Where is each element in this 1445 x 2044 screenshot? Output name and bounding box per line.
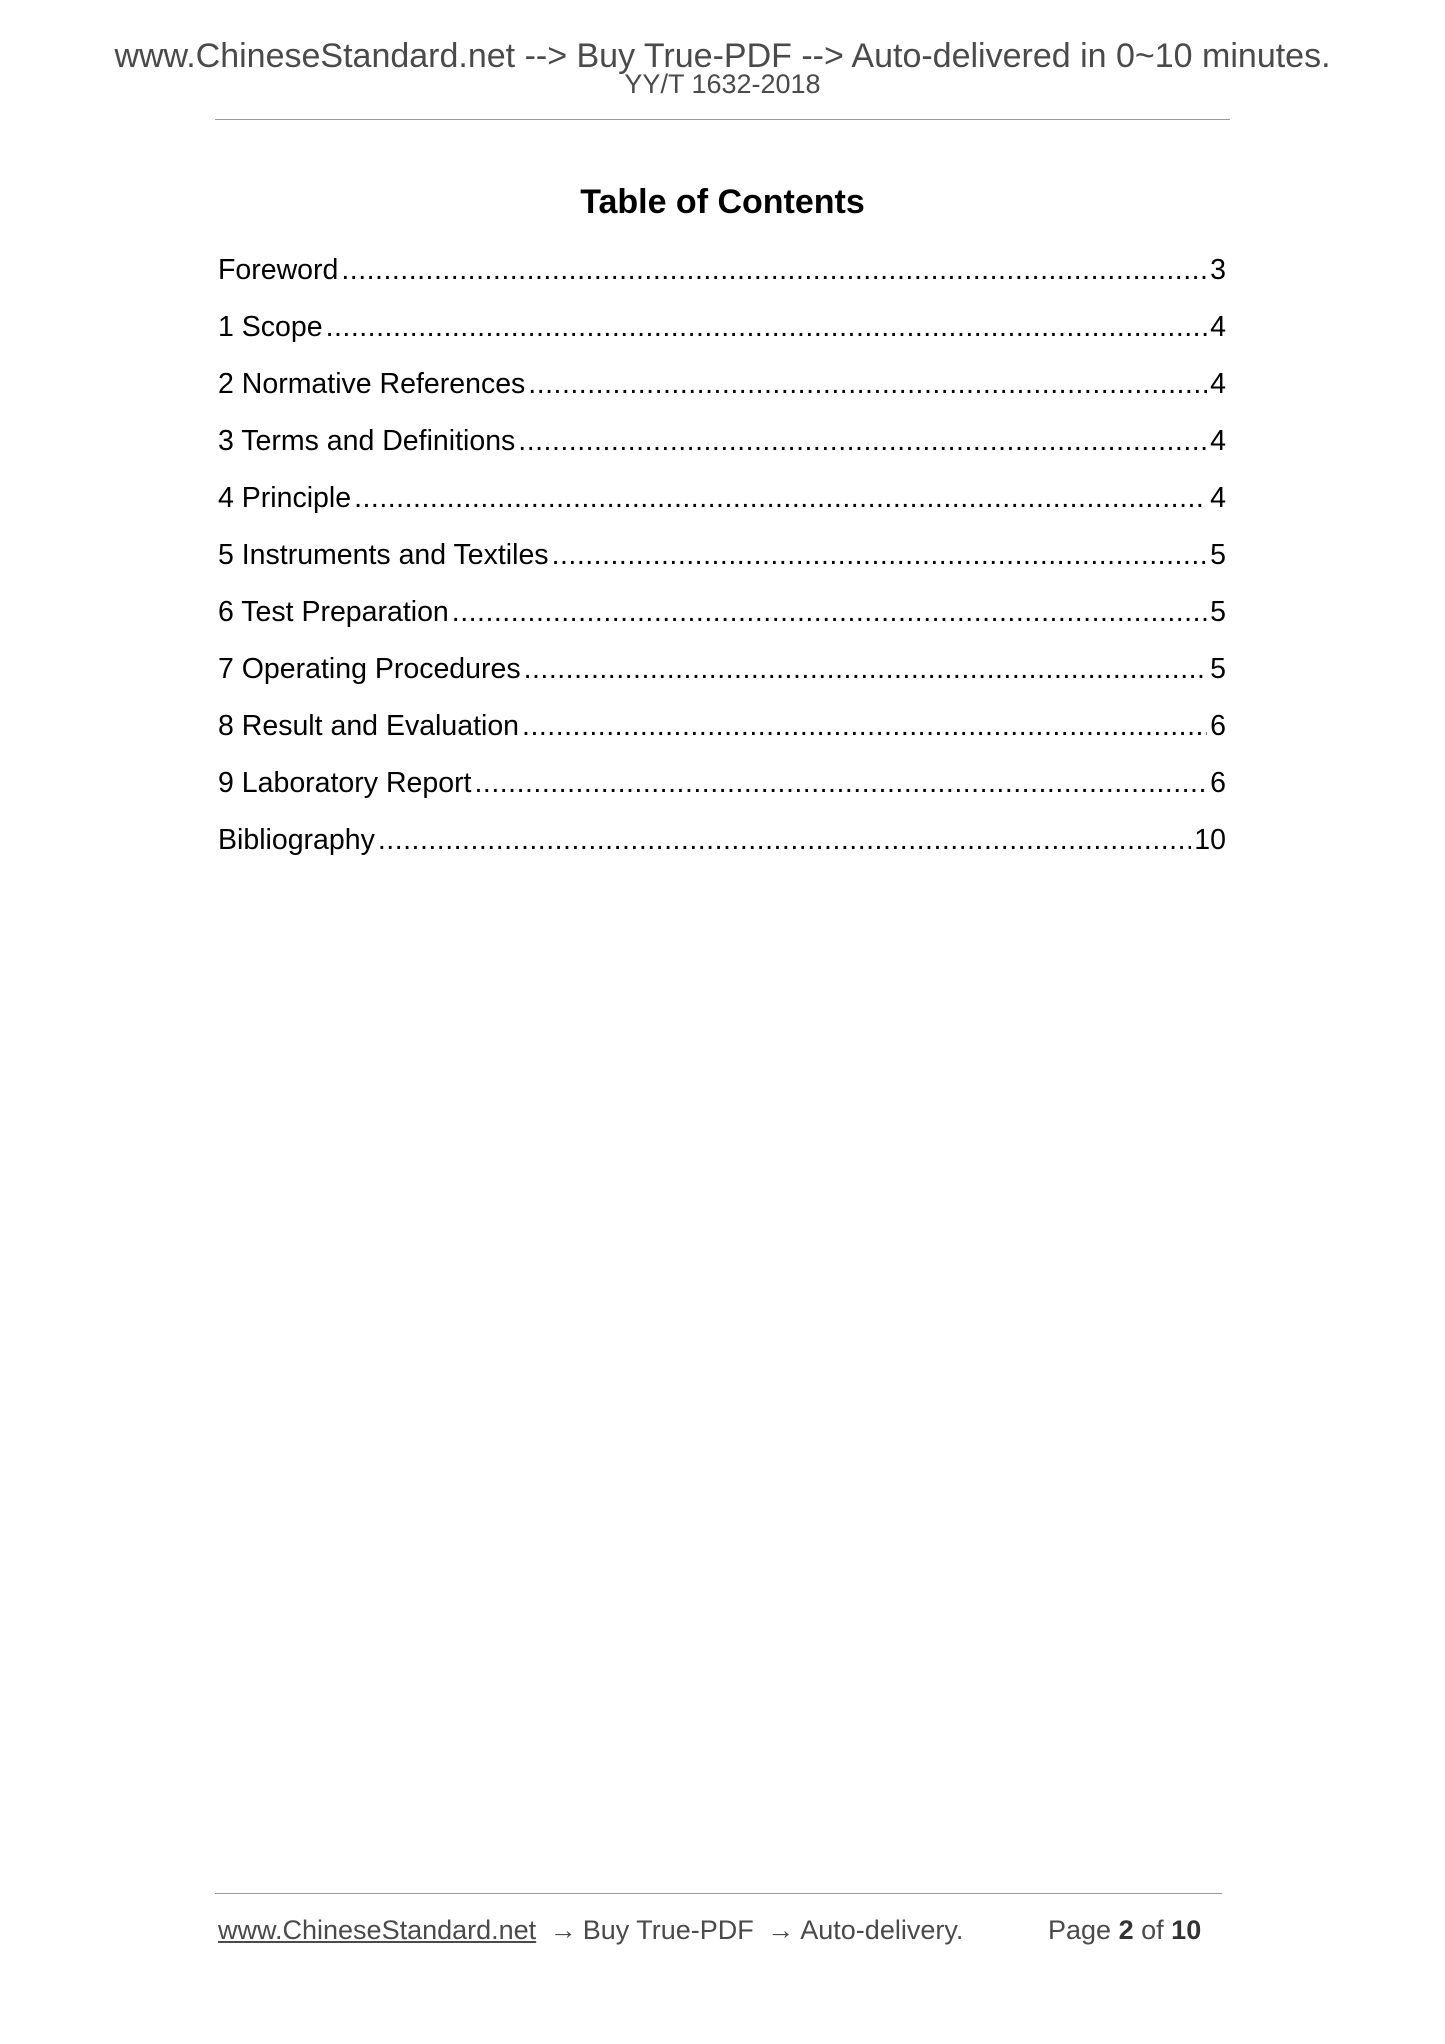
- dot-leader: [522, 708, 1207, 744]
- toc-entry-label: Bibliography: [218, 824, 375, 856]
- toc-entry-label: 1 Scope: [218, 311, 323, 343]
- dot-leader: [326, 309, 1208, 345]
- toc-entry-label: 3 Terms and Definitions: [218, 425, 516, 457]
- toc-entry-page: 5: [1210, 539, 1226, 571]
- delivery-text: Auto-delivery.: [800, 1915, 964, 1945]
- toc-entry-page: 3: [1210, 254, 1226, 286]
- toc-entry-normative-references[interactable]: [218, 366, 1226, 423]
- toc-entry-label: 5 Instruments and Textiles: [218, 539, 549, 571]
- toc-entry-bibliography[interactable]: [218, 822, 1226, 879]
- dot-leader: [528, 366, 1207, 402]
- header-banner: www.ChineseStandard.net --> Buy True-PDF --> Auto-delivered in 0~10 minutes.: [114, 37, 1331, 75]
- toc-entry-page: 10: [1194, 824, 1226, 856]
- site-link[interactable]: www.ChineseStandard.net: [218, 1915, 537, 1945]
- toc-entry-page: 4: [1210, 311, 1226, 343]
- buy-text: Buy True-PDF: [582, 1915, 754, 1945]
- toc-entry-label: 7 Operating Procedures: [218, 653, 521, 685]
- right-arrow-icon: →: [549, 1915, 577, 1945]
- toc-entry-operating-procedures[interactable]: [218, 651, 1226, 708]
- toc-entry-page: 4: [1210, 482, 1226, 514]
- toc-entry-label: 4 Principle: [218, 482, 352, 514]
- toc-entry-scope[interactable]: [218, 309, 1226, 366]
- toc-entry-page: 6: [1210, 767, 1226, 799]
- of-word: of: [1141, 1915, 1164, 1945]
- toc-entry-label: 6 Test Preparation: [218, 596, 449, 628]
- toc-entry-page: 4: [1210, 368, 1226, 400]
- dot-leader: [378, 822, 1191, 858]
- dot-leader: [452, 594, 1207, 630]
- dot-leader: [524, 651, 1208, 687]
- toc-entry-terms-and-definitions[interactable]: [218, 423, 1226, 480]
- right-arrow-icon: →: [767, 1915, 795, 1945]
- toc-entry-principle[interactable]: [218, 480, 1226, 537]
- toc-entry-page: 5: [1210, 596, 1226, 628]
- toc-entry-page: 4: [1210, 425, 1226, 457]
- page-counter: [1048, 1913, 1201, 1947]
- toc-entry-laboratory-report[interactable]: [218, 765, 1226, 822]
- toc-entry-label: 2 Normative References: [218, 368, 526, 400]
- dot-leader: [354, 480, 1207, 516]
- toc-entry-page: 6: [1210, 710, 1226, 742]
- toc-entry-label: Foreword: [218, 254, 339, 286]
- footer-divider: [215, 1893, 1222, 1894]
- toc-entry-test-preparation[interactable]: [218, 594, 1226, 651]
- toc-entry-label: 9 Laboratory Report: [218, 767, 472, 799]
- toc-entry-label: 8 Result and Evaluation: [218, 710, 520, 742]
- toc-entry-page: 5: [1210, 653, 1226, 685]
- toc-entry-instruments-and-textiles[interactable]: [218, 537, 1226, 594]
- toc-entry-foreword[interactable]: [218, 252, 1226, 309]
- current-page-number: 2: [1118, 1915, 1134, 1945]
- dot-leader: [552, 537, 1208, 573]
- dot-leader: [474, 765, 1207, 801]
- total-pages-number: 10: [1171, 1915, 1202, 1945]
- toc-title: Table of Contents: [580, 183, 865, 221]
- dot-leader: [341, 252, 1207, 288]
- toc-list: [218, 252, 1226, 879]
- toc-entry-result-and-evaluation[interactable]: [218, 708, 1226, 765]
- header-divider: [215, 119, 1230, 120]
- dot-leader: [518, 423, 1207, 459]
- document-code: YY/T 1632-2018: [624, 69, 821, 99]
- page-word: Page: [1048, 1915, 1112, 1945]
